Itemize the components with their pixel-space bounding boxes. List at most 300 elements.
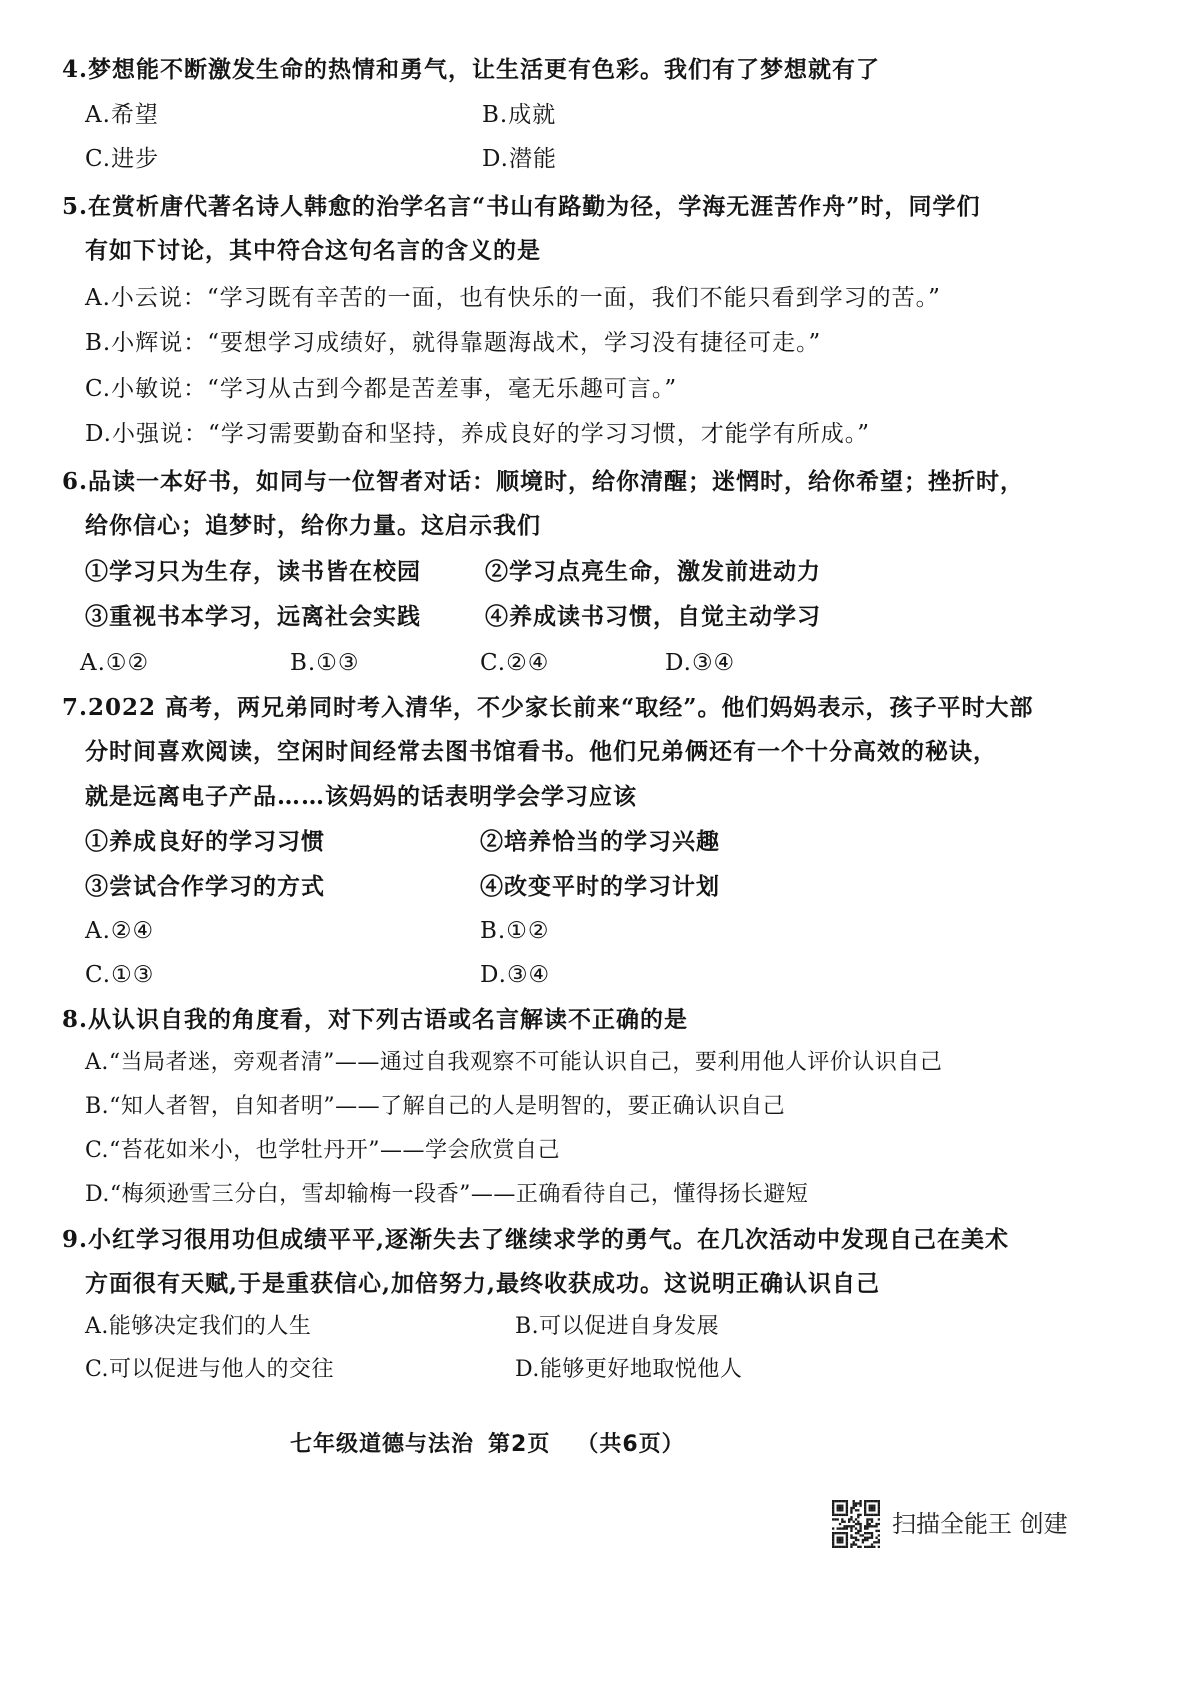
qr-module <box>855 1523 857 1525</box>
qr-module <box>841 1509 843 1511</box>
qr-module <box>850 1511 852 1513</box>
option-label: C. <box>85 376 112 402</box>
qr-module <box>843 1521 845 1523</box>
qr-module <box>862 1541 864 1543</box>
qr-module <box>866 1500 868 1502</box>
option-label: B. <box>85 1094 110 1119</box>
qr-module <box>839 1539 841 1541</box>
option-text: 能够决定我们的人生 <box>108 1314 312 1339</box>
qr-module <box>866 1527 868 1529</box>
qr-module <box>846 1514 848 1516</box>
qr-module <box>841 1500 843 1502</box>
qr-module <box>846 1500 848 1502</box>
qr-module <box>871 1514 873 1516</box>
qr-module <box>875 1523 877 1525</box>
question-9-option-d <box>515 1355 742 1385</box>
option-label: A. <box>85 1314 109 1339</box>
qr-module <box>839 1509 841 1511</box>
question-7-option-b <box>480 916 549 946</box>
question-stem-line: 从认识自我的角度看，对下列古语或名言解读不正确的是 <box>88 1006 689 1033</box>
qr-module <box>846 1511 848 1513</box>
qr-module <box>855 1502 857 1504</box>
option-text: 希望 <box>110 102 159 128</box>
qr-module <box>837 1539 839 1541</box>
question-number: 4. <box>62 56 89 83</box>
qr-module <box>850 1516 852 1518</box>
question-5-option-d <box>85 419 870 449</box>
qr-module <box>859 1534 861 1536</box>
qr-module <box>871 1543 873 1545</box>
qr-module <box>864 1507 866 1509</box>
option-text: “苔花如米小，也学牡丹开”——学会欣赏自己 <box>109 1138 561 1163</box>
qr-module <box>843 1532 845 1534</box>
qr-module <box>871 1521 873 1523</box>
qr-module <box>855 1505 857 1507</box>
option-text: ②④ <box>506 650 550 676</box>
qr-module <box>869 1500 871 1502</box>
qr-module <box>853 1505 855 1507</box>
option-label: A. <box>85 102 111 128</box>
question-6-option-a <box>80 648 149 678</box>
qr-module <box>837 1541 839 1543</box>
question-7-statement-4: ④改变平时的学习计划 <box>480 873 720 900</box>
qr-module <box>837 1514 839 1516</box>
question-4-option-a <box>85 100 159 130</box>
option-text: 进步 <box>111 146 160 172</box>
qr-module <box>850 1507 852 1509</box>
qr-module <box>855 1509 857 1511</box>
question-7-option-c <box>85 960 154 990</box>
qr-module <box>850 1543 852 1545</box>
qr-module <box>853 1525 855 1527</box>
qr-module <box>873 1514 875 1516</box>
option-label: D. <box>665 650 692 676</box>
qr-module <box>869 1509 871 1511</box>
qr-module <box>871 1507 873 1509</box>
option-label: D. <box>515 1357 540 1382</box>
qr-module <box>873 1525 875 1527</box>
qr-module <box>832 1500 834 1502</box>
option-text: “当局者迷，旁观者清”——通过自我观察不可能认识自己，要利用他人评价认识自己 <box>108 1050 943 1075</box>
footer-page-total: （共6页） <box>576 1432 685 1457</box>
qr-module <box>839 1532 841 1534</box>
option-text: ②④ <box>110 918 155 944</box>
option-text: 潜能 <box>508 146 557 172</box>
qr-module <box>869 1507 871 1509</box>
qr-module <box>866 1521 868 1523</box>
qr-module <box>839 1541 841 1543</box>
qr-module <box>871 1546 873 1548</box>
qr-module <box>859 1500 861 1502</box>
qr-module <box>841 1541 843 1543</box>
question-7-option-d <box>480 960 550 990</box>
qr-module <box>837 1537 839 1539</box>
qr-module <box>859 1525 861 1527</box>
option-label: A. <box>85 918 111 944</box>
qr-module <box>864 1502 866 1504</box>
qr-module <box>853 1500 855 1502</box>
question-5-option-a <box>85 283 941 313</box>
question-4-option-c <box>85 144 159 174</box>
qr-module <box>871 1500 873 1502</box>
qr-module <box>841 1539 843 1541</box>
option-label: D. <box>480 962 507 988</box>
qr-module <box>839 1523 841 1525</box>
qr-module <box>853 1507 855 1509</box>
qr-module <box>864 1537 866 1539</box>
qr-module <box>846 1507 848 1509</box>
qr-module <box>878 1500 880 1502</box>
qr-module <box>839 1546 841 1548</box>
qr-module <box>850 1525 852 1527</box>
option-text: ①② <box>506 918 550 944</box>
qr-module <box>846 1502 848 1504</box>
option-label: C. <box>85 962 112 988</box>
question-stem-line: 给你信心；追梦时，给你力量。这启示我们 <box>85 512 541 539</box>
qr-module <box>869 1532 871 1534</box>
qr-module <box>846 1537 848 1539</box>
qr-module <box>866 1518 868 1520</box>
qr-module <box>841 1521 843 1523</box>
option-text: 小敏说：“学习从古到今都是苦差事，毫无乐趣可言。” <box>111 376 678 402</box>
qr-module <box>855 1532 857 1534</box>
question-9-stem <box>62 1225 1009 1255</box>
qr-module <box>857 1521 859 1523</box>
option-text: ①② <box>105 650 150 676</box>
question-stem-line: 方面很有天赋,于是重获信心,加倍努力,最终收获成功。这说明正确认识自己 <box>85 1270 881 1297</box>
qr-module <box>878 1523 880 1525</box>
qr-module <box>859 1546 861 1548</box>
qr-module <box>855 1518 857 1520</box>
question-7-statement-1: ①养成良好的学习习惯 <box>85 828 325 855</box>
qr-module <box>857 1530 859 1532</box>
qr-module <box>837 1500 839 1502</box>
question-8-option-a <box>85 1048 942 1078</box>
option-text: “梅须逊雪三分白，雪却输梅一段香”——正确看待自己，懂得扬长避短 <box>109 1182 809 1207</box>
qr-module <box>832 1539 834 1541</box>
question-9-option-c <box>85 1355 334 1385</box>
question-6-option-d <box>665 648 735 678</box>
qr-module <box>871 1518 873 1520</box>
qr-module <box>843 1525 845 1527</box>
qr-module <box>832 1502 834 1504</box>
qr-module <box>871 1532 873 1534</box>
question-4-option-d <box>482 144 557 174</box>
question-stem-line: 梦想能不断激发生命的热情和勇气，让生活更有色彩。我们有了梦想就有了 <box>88 56 881 83</box>
qr-module <box>846 1509 848 1511</box>
qr-module <box>875 1500 877 1502</box>
qr-module <box>869 1518 871 1520</box>
qr-module <box>837 1527 839 1529</box>
question-6-option-c <box>480 648 549 678</box>
qr-module <box>832 1532 834 1534</box>
qr-module <box>871 1537 873 1539</box>
option-text: 小辉说：“要想学习成绩好，就得靠题海战术，学习没有捷径可走。” <box>111 330 822 356</box>
qr-module <box>848 1525 850 1527</box>
qr-module <box>878 1539 880 1541</box>
question-7-statement-3: ③尝试合作学习的方式 <box>85 873 325 900</box>
qr-module <box>866 1546 868 1548</box>
option-text: ①③ <box>316 650 360 676</box>
qr-module <box>843 1500 845 1502</box>
qr-module <box>873 1541 875 1543</box>
footer-subject: 七年级道德与法治 <box>290 1432 475 1457</box>
qr-module <box>859 1530 861 1532</box>
qr-module <box>871 1534 873 1536</box>
option-label: C. <box>480 650 507 676</box>
option-text: ①③ <box>111 962 155 988</box>
option-text: 可以促进与他人的交往 <box>109 1357 335 1382</box>
qr-module <box>873 1500 875 1502</box>
option-label: D. <box>85 421 112 447</box>
qr-module <box>841 1518 843 1520</box>
question-5-stem-continued <box>85 236 541 266</box>
question-number: 8. <box>62 1006 89 1033</box>
qr-module <box>846 1534 848 1536</box>
question-6-stem <box>62 467 1024 497</box>
qr-module <box>875 1541 877 1543</box>
qr-module <box>878 1507 880 1509</box>
qr-module <box>859 1505 861 1507</box>
qr-module <box>841 1507 843 1509</box>
qr-module <box>866 1523 868 1525</box>
qr-module <box>853 1541 855 1543</box>
qr-module <box>864 1500 866 1502</box>
qr-module <box>878 1546 880 1548</box>
question-8-option-c <box>85 1136 560 1166</box>
question-number: 5. <box>62 193 89 220</box>
qr-module <box>871 1509 873 1511</box>
qr-module <box>832 1543 834 1545</box>
qr-module <box>869 1514 871 1516</box>
qr-module <box>857 1532 859 1534</box>
qr-module <box>843 1527 845 1529</box>
question-9-option-b <box>515 1312 719 1342</box>
question-6-statement-1: ①学习只为生存，读书皆在校园 <box>85 558 421 585</box>
qr-module <box>832 1518 834 1520</box>
qr-module <box>859 1502 861 1504</box>
question-6-option-b <box>290 648 359 678</box>
qr-module <box>850 1527 852 1529</box>
qr-module <box>862 1539 864 1541</box>
qr-module <box>857 1502 859 1504</box>
qr-module <box>864 1546 866 1548</box>
option-text: 成就 <box>508 102 557 128</box>
qr-module <box>841 1546 843 1548</box>
question-8-stem <box>62 1005 688 1035</box>
qr-module <box>832 1505 834 1507</box>
qr-module <box>875 1514 877 1516</box>
qr-module <box>873 1507 875 1509</box>
qr-module <box>834 1518 836 1520</box>
question-stem-line: 有如下讨论，其中符合这句名言的含义的是 <box>85 237 541 264</box>
option-text: “知人者智，自知者明”——了解自己的人是明智的，要正确认识自己 <box>109 1094 786 1119</box>
qr-module <box>848 1521 850 1523</box>
option-label: A. <box>80 650 106 676</box>
qr-module <box>832 1509 834 1511</box>
qr-module <box>834 1500 836 1502</box>
qr-module <box>869 1505 871 1507</box>
option-label: A. <box>85 285 111 311</box>
option-text: 能够更好地取悦他人 <box>539 1357 743 1382</box>
qr-module <box>837 1546 839 1548</box>
qr-module <box>841 1514 843 1516</box>
question-9-option-a <box>85 1312 311 1342</box>
qr-module <box>843 1514 845 1516</box>
qr-module <box>850 1518 852 1520</box>
qr-module <box>853 1537 855 1539</box>
option-label: B. <box>85 330 112 356</box>
qr-module <box>866 1532 868 1534</box>
qr-module <box>837 1509 839 1511</box>
qr-module <box>832 1527 834 1529</box>
qr-module <box>850 1537 852 1539</box>
qr-module <box>850 1530 852 1532</box>
question-number: 9. <box>62 1226 89 1253</box>
qr-module <box>834 1532 836 1534</box>
qr-module <box>839 1537 841 1539</box>
qr-module <box>878 1509 880 1511</box>
question-7-stem <box>62 693 1034 723</box>
question-4-option-b <box>482 100 556 130</box>
option-text: ③④ <box>506 962 551 988</box>
option-text: 小强说：“学习需要勤奋和坚持，养成良好的学习习惯，才能学有所成。” <box>111 421 870 447</box>
qr-module <box>857 1514 859 1516</box>
question-6-statement-2: ②学习点亮生命，激发前进动力 <box>485 558 821 585</box>
question-6-stem-continued <box>85 511 541 541</box>
question-7-stem-continued-2 <box>85 782 637 812</box>
qr-module <box>869 1537 871 1539</box>
qr-module <box>869 1523 871 1525</box>
qr-module <box>875 1525 877 1527</box>
qr-module <box>846 1525 848 1527</box>
question-8-option-d <box>85 1180 808 1210</box>
question-stem-line: 品读一本好书，如同与一位智者对话：顺境时，给你清醒；迷惘时，给你希望；挫折时， <box>88 468 1025 495</box>
qr-module <box>875 1530 877 1532</box>
qr-module <box>871 1525 873 1527</box>
qr-module <box>848 1518 850 1520</box>
question-stem-line: 2022 高考，两兄弟同时考入清华，不少家长前来“取经”。他们妈妈表示，孩子平时大部 <box>88 694 1034 721</box>
qr-module <box>873 1505 875 1507</box>
qr-module <box>864 1527 866 1529</box>
qr-module <box>857 1509 859 1511</box>
question-6-statement-4: ④养成读书习惯，自觉主动学习 <box>485 603 821 630</box>
qr-module <box>832 1546 834 1548</box>
qr-module <box>846 1541 848 1543</box>
question-5-option-c <box>85 374 677 404</box>
qr-module <box>846 1546 848 1548</box>
qr-module <box>839 1505 841 1507</box>
qr-module <box>837 1507 839 1509</box>
qr-module <box>841 1537 843 1539</box>
option-label: C. <box>85 1357 110 1382</box>
qr-module <box>864 1509 866 1511</box>
qr-module <box>846 1527 848 1529</box>
option-label: B. <box>290 650 317 676</box>
qr-module <box>832 1507 834 1509</box>
qr-module <box>878 1530 880 1532</box>
question-7-option-a <box>85 916 154 946</box>
qr-module <box>866 1539 868 1541</box>
qr-module <box>834 1514 836 1516</box>
question-stem-line: 小红学习很用功但成绩平平,逐渐失去了继续求学的勇气。在几次活动中发现自己在美术 <box>88 1226 1010 1253</box>
question-stem-line: 在赏析唐代著名诗人韩愈的治学名言“书山有路勤为径，学海无涯苦作舟”时，同学们 <box>88 193 981 220</box>
qr-module <box>839 1507 841 1509</box>
qr-module <box>841 1505 843 1507</box>
question-8-option-b <box>85 1092 785 1122</box>
qr-module <box>866 1537 868 1539</box>
qr-module <box>878 1534 880 1536</box>
qr-module <box>839 1500 841 1502</box>
qr-module <box>846 1543 848 1545</box>
question-9-stem-continued <box>85 1269 880 1299</box>
qr-module <box>855 1537 857 1539</box>
qr-module <box>850 1509 852 1511</box>
qr-module <box>857 1546 859 1548</box>
qr-module <box>846 1539 848 1541</box>
qr-module <box>853 1521 855 1523</box>
qr-module <box>857 1539 859 1541</box>
qr-module <box>857 1516 859 1518</box>
question-4-stem <box>62 55 880 85</box>
option-label: A. <box>85 1050 109 1075</box>
qr-module <box>834 1546 836 1548</box>
question-stem-line: 就是远离电子产品……该妈妈的话表明学会学习应该 <box>85 783 637 810</box>
qr-module <box>853 1502 855 1504</box>
qr-module <box>837 1518 839 1520</box>
question-5-option-b <box>85 328 821 358</box>
qr-module <box>866 1525 868 1527</box>
qr-module <box>832 1537 834 1539</box>
qr-module <box>841 1527 843 1529</box>
question-number: 7. <box>62 694 89 721</box>
qr-module <box>859 1514 861 1516</box>
qr-module <box>864 1532 866 1534</box>
qr-module <box>839 1514 841 1516</box>
qr-module <box>846 1532 848 1534</box>
page-footer <box>290 1430 685 1460</box>
option-label: B. <box>515 1314 540 1339</box>
qr-module <box>875 1537 877 1539</box>
qr-module <box>832 1511 834 1513</box>
qr-module <box>850 1546 852 1548</box>
qr-module <box>864 1525 866 1527</box>
qr-module <box>850 1534 852 1536</box>
question-7-stem-continued <box>85 737 997 767</box>
qr-module <box>869 1546 871 1548</box>
question-7-statement-2: ②培养恰当的学习兴趣 <box>480 828 720 855</box>
qr-module <box>864 1539 866 1541</box>
qr-code-icon <box>832 1500 880 1548</box>
option-label: D. <box>482 146 509 172</box>
qr-module <box>855 1527 857 1529</box>
qr-module <box>873 1509 875 1511</box>
qr-module <box>843 1546 845 1548</box>
option-label: C. <box>85 146 112 172</box>
qr-module <box>873 1546 875 1548</box>
qr-module <box>878 1505 880 1507</box>
qr-module <box>837 1505 839 1507</box>
qr-module <box>859 1527 861 1529</box>
option-label: C. <box>85 1138 110 1163</box>
qr-module <box>864 1505 866 1507</box>
option-label: B. <box>480 918 507 944</box>
qr-module <box>862 1534 864 1536</box>
qr-module <box>841 1532 843 1534</box>
qr-module <box>855 1539 857 1541</box>
qr-module <box>878 1514 880 1516</box>
qr-module <box>866 1514 868 1516</box>
